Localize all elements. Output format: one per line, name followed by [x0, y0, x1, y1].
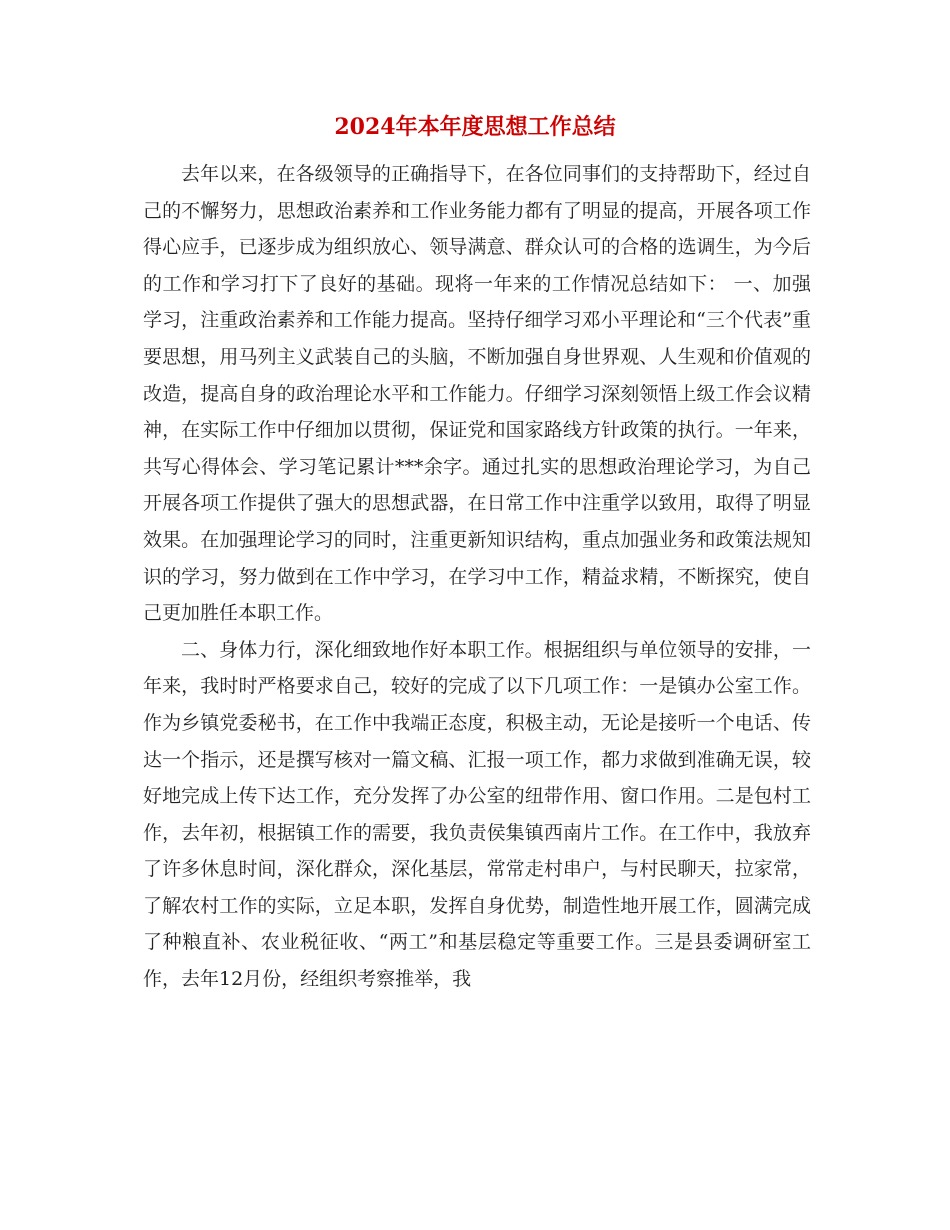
- paragraph-2: 二、身体力行，深化细致地作好本职工作。根据组织与单位领导的安排，一年来，我时时严格要求自己，较好的完成了以下几项工作：一是镇办公室工作。作为乡镇党委秘书，在工作中我端正态度，积极主动，无论是接听一个电话、传达一个指示，还是撰写核对一篇文稿、汇报一项工作，都力求做到准确无误，较好地完成上传下达工作，充分发挥了办公室的纽带作用、窗口作用。二是包村工作，去年初，根据镇工作的需要，我负责侯集镇西南片工作。在工作中，我放弃了许多休息时间，深化群众，深化基层，常常走村串户，与村民聊天，拉家常，了解农村工作的实际，立足本职，发挥自身优势，制造性地开展工作，圆满完成了种粮直补、农业税征收、“两工”和基层稳定等重要工作。三是县委调研室工作，去年12月份，经组织考察推举，我: [143, 638, 811, 991]
- document-body: [143, 156, 811, 998]
- document-title: 2024年本年度思想工作总结: [334, 114, 616, 140]
- paragraph-1: 去年以来，在各级领导的正确指导下，在各位同事们的支持帮助下，经过自己的不懈努力，思想政治素养和工作业务能力都有了明显的提高，开展各项工作得心应手，已逐步成为组织放心、领导满意、群众认可的合格的选调生，为今后的工作和学习打下了良好的基础。现将一年来的工作情况总结如下： 一、加强学习，注重政治素养和工作能力提高。坚持仔细学习邓小平理论和“三个代表”重要思想，用马列主义武装自己的头脑，不断加强自身世界观、人生观和价值观的改造，提高自身的政治理论水平和工作能力。仔细学习深刻领悟上级工作会议精神，在实际工作中仔细加以贯彻，保证党和国家路线方针政策的执行。一年来，共写心得体会、学习笔记累计***余字。通过扎实的思想政治理论学习，为自己开展各项工作提供了强大的思想武器，在日常工作中注重学以致用，取得了明显效果。在加强理论学习的同时，注重更新知识结构，重点加强业务和政策法规知识的学习，努力做到在工作中学习，在学习中工作，精益求精，不断探究，使自己更加胜任本职工作。: [143, 163, 811, 625]
